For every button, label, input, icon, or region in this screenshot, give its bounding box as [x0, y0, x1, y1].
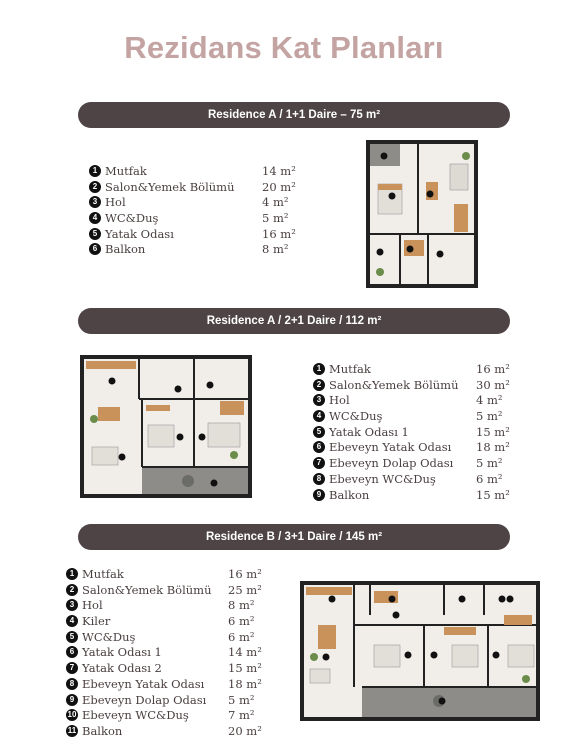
room-item	[66, 708, 266, 724]
room-area: 14 m²	[228, 645, 262, 660]
room-area: 5 m²	[476, 409, 503, 424]
room-item	[313, 425, 513, 441]
room-item	[313, 378, 513, 394]
room-item	[313, 393, 513, 409]
room-number-badge: 4	[66, 615, 78, 627]
room-number-badge: 7	[66, 662, 78, 674]
room-number-badge: 8	[313, 473, 325, 485]
room-name: WC&Duş	[329, 409, 383, 424]
room-area: 8 m²	[262, 242, 289, 257]
room-item	[89, 211, 299, 227]
room-item	[66, 583, 266, 599]
room-name: Hol	[82, 598, 103, 613]
room-name: Mutfak	[82, 567, 124, 581]
room-number-badge: 2	[313, 379, 325, 391]
room-item	[66, 724, 266, 740]
room-area: 5 m²	[228, 692, 255, 707]
room-area: 6 m²	[476, 471, 503, 486]
room-area: 14 m²	[262, 164, 296, 178]
room-number-badge: 4	[89, 212, 101, 224]
room-area: 18 m²	[228, 676, 262, 691]
room-area: 20 m²	[262, 179, 296, 194]
room-name: Balkon	[105, 242, 146, 257]
room-area: 6 m²	[228, 614, 255, 629]
room-list-3	[66, 567, 266, 740]
room-name: Balkon	[82, 723, 123, 738]
room-number-badge: 7	[313, 457, 325, 469]
room-area: 4 m²	[262, 195, 289, 210]
room-item	[66, 693, 266, 709]
room-name: Mutfak	[329, 362, 371, 376]
room-number-badge: 8	[66, 678, 78, 690]
room-name: Kiler	[82, 614, 111, 629]
room-item	[313, 472, 513, 488]
room-name: Ebeveyn Yatak Odası	[329, 440, 452, 455]
room-item	[313, 409, 513, 425]
floor-plan-drawing	[370, 144, 474, 284]
section-header-2: Residence A / 2+1 Daire / 112 m²	[78, 308, 510, 334]
room-name: Salon&Yemek Bölümü	[329, 377, 459, 392]
room-number-badge: 2	[89, 181, 101, 193]
room-name: Salon&Yemek Bölümü	[105, 179, 235, 194]
room-number-badge: 5	[89, 228, 101, 240]
room-area: 6 m²	[228, 629, 255, 644]
room-name: Yatak Odası 1	[329, 424, 409, 439]
room-item	[89, 164, 299, 180]
room-name: Hol	[105, 195, 126, 210]
room-area: 16 m²	[476, 362, 510, 376]
room-area: 7 m²	[228, 708, 255, 723]
room-item	[66, 661, 266, 677]
room-item	[313, 440, 513, 456]
room-number-badge: 1	[313, 363, 325, 375]
room-name: Mutfak	[105, 164, 147, 178]
room-item	[89, 195, 299, 211]
room-area: 20 m²	[228, 723, 262, 738]
room-number-badge: 11	[67, 725, 77, 735]
room-item	[66, 614, 266, 630]
room-number-badge: 2	[66, 584, 78, 596]
room-number-badge: 4	[313, 410, 325, 422]
room-number-badge: 1	[89, 165, 101, 177]
room-number-badge: 5	[66, 631, 78, 643]
room-item	[89, 242, 299, 258]
room-area: 16 m²	[228, 567, 262, 581]
floor-plan-3plus1	[300, 581, 540, 721]
room-area: 15 m²	[228, 661, 262, 676]
room-number-badge: 5	[313, 426, 325, 438]
room-name: Ebeveyn Yatak Odası	[82, 676, 205, 691]
room-number-badge: 9	[66, 694, 78, 706]
room-item	[313, 456, 513, 472]
room-area: 5 m²	[262, 211, 289, 226]
room-list-2	[313, 362, 513, 503]
room-number-badge: 1	[66, 568, 78, 580]
floor-plan-1plus1	[366, 140, 478, 288]
room-area: 15 m²	[476, 487, 510, 502]
room-name: Yatak Odası	[105, 226, 174, 241]
room-number-badge: 6	[89, 243, 101, 255]
room-area: 30 m²	[476, 377, 510, 392]
floor-plan-drawing	[84, 359, 248, 494]
room-name: Ebeveyn Dolap Odası	[82, 692, 207, 707]
page-title: Rezidans Kat Planları	[124, 30, 444, 65]
room-item	[66, 630, 266, 646]
room-item	[66, 567, 266, 583]
room-name: Ebeveyn WC&Duş	[329, 471, 436, 486]
room-item	[89, 180, 299, 196]
room-number-badge: 9	[313, 489, 325, 501]
room-number-badge: 10	[67, 710, 77, 720]
room-area: 8 m²	[228, 598, 255, 613]
room-item	[66, 598, 266, 614]
room-item	[89, 227, 299, 243]
room-area: 18 m²	[476, 440, 510, 455]
room-name: Ebeveyn Dolap Odası	[329, 456, 454, 471]
room-number-badge: 6	[313, 441, 325, 453]
room-number-badge: 6	[66, 646, 78, 658]
section-header-3: Residence B / 3+1 Daire / 145 m²	[78, 524, 510, 550]
room-area: 5 m²	[476, 456, 503, 471]
room-name: Ebeveyn WC&Duş	[82, 708, 189, 723]
room-name: Yatak Odası 1	[82, 645, 162, 660]
room-item	[66, 677, 266, 693]
floor-plan-2plus1	[80, 355, 252, 498]
floor-plan-drawing	[304, 585, 536, 717]
room-name: Balkon	[329, 487, 370, 502]
room-area: 15 m²	[476, 424, 510, 439]
room-area: 16 m²	[262, 226, 296, 241]
room-name: Yatak Odası 2	[82, 661, 162, 676]
room-name: WC&Duş	[105, 211, 159, 226]
room-number-badge: 3	[89, 196, 101, 208]
room-number-badge: 3	[66, 599, 78, 611]
room-item	[313, 488, 513, 504]
room-list-1	[89, 164, 299, 258]
room-name: Hol	[329, 393, 350, 408]
section-header-1: Residence A / 1+1 Daire – 75 m²	[78, 102, 510, 128]
room-name: Salon&Yemek Bölümü	[82, 582, 212, 597]
room-area: 4 m²	[476, 393, 503, 408]
room-area: 25 m²	[228, 582, 262, 597]
room-item	[313, 362, 513, 378]
room-item	[66, 645, 266, 661]
room-name: WC&Duş	[82, 629, 136, 644]
room-number-badge: 3	[313, 394, 325, 406]
